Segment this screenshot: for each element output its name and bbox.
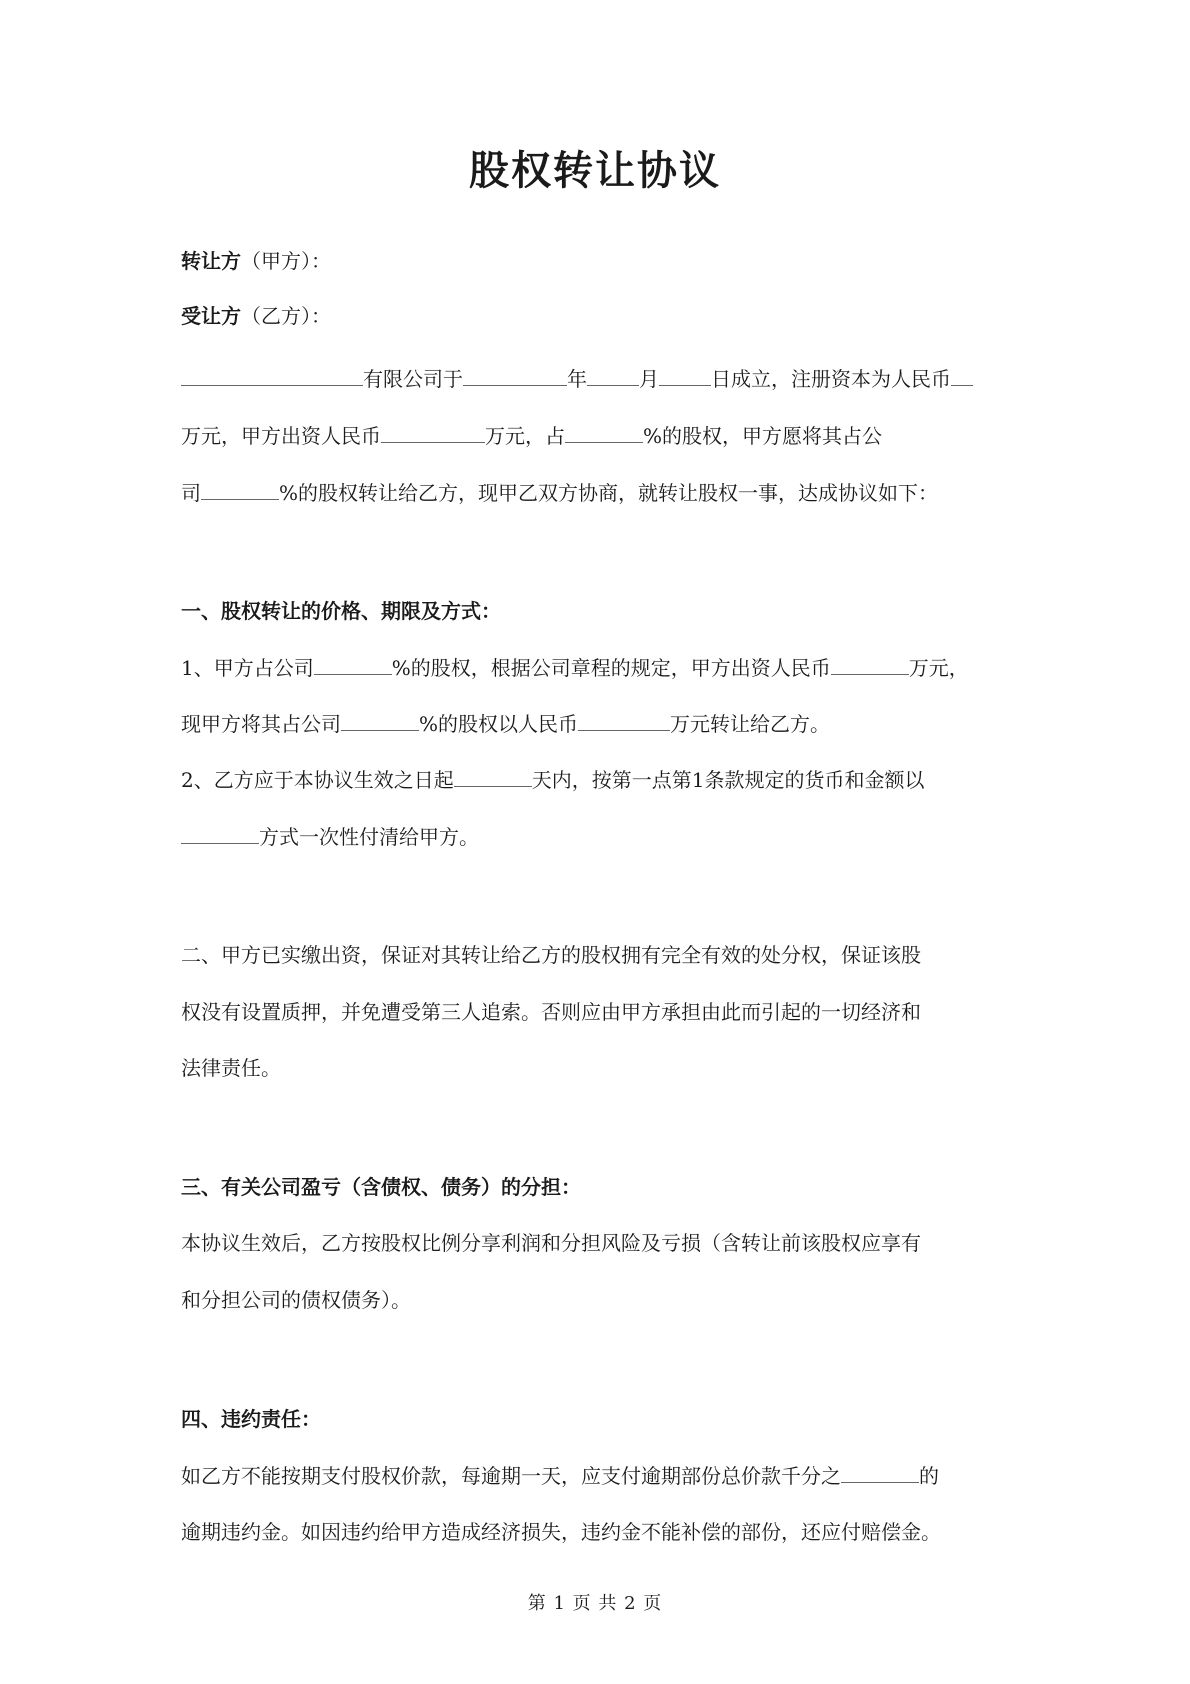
section-4-line-2: 逾期违约金。如因违约给甲方造成经济损失，违约金不能补偿的部份，还应付赔偿金。 <box>181 1520 941 1544</box>
day-blank[interactable] <box>659 364 711 386</box>
clause-text: %的股权以人民币 <box>419 712 579 736</box>
transferee-suffix: （乙方）： <box>241 304 331 328</box>
clause-1-price-blank[interactable] <box>578 709 670 731</box>
clause-text: %的股权，根据公司章程的规定，甲方出资人民币 <box>391 656 831 680</box>
registered-capital-blank[interactable] <box>951 364 973 386</box>
section-1-line-2 <box>181 709 830 738</box>
clause-1-capital-blank[interactable] <box>831 653 909 675</box>
intro-line-3 <box>181 478 938 507</box>
clause-text: 方式一次性付清给甲方。 <box>259 825 479 849</box>
section-1-line-1 <box>181 653 969 682</box>
clause-text: 现甲方将其占公司 <box>181 712 341 736</box>
intro-text: 有限公司于 <box>363 367 463 391</box>
section-2-line-2: 权没有设置质押，并免遭受第三人追索。否则应由甲方承担由此而引起的一切经济和 <box>181 1000 921 1024</box>
intro-text: 司 <box>181 481 201 505</box>
intro-text: 月 <box>639 367 659 391</box>
transferor-line <box>181 247 331 275</box>
clause-1-transfer-percent-blank[interactable] <box>341 709 419 731</box>
document-title: 股权转让协议 <box>469 147 721 194</box>
transferor-suffix: （甲方）： <box>241 249 331 273</box>
year-blank[interactable] <box>463 364 567 386</box>
penalty-rate-blank[interactable] <box>841 1461 919 1483</box>
intro-text: 年 <box>567 367 587 391</box>
section-2-line-3: 法律责任。 <box>181 1056 281 1080</box>
intro-line-1 <box>181 364 973 393</box>
intro-text: 万元，占 <box>485 424 565 448</box>
intro-text: %的股权，甲方愿将其占公 <box>643 424 883 448</box>
payment-days-blank[interactable] <box>454 765 532 787</box>
intro-text: 万元，甲方出资人民币 <box>181 424 381 448</box>
share-percent-blank[interactable] <box>565 421 643 443</box>
section-1-line-4 <box>181 822 479 851</box>
section-1-line-3 <box>181 765 924 794</box>
intro-text: 日成立，注册资本为人民币 <box>711 367 951 391</box>
clause-text: 的 <box>919 1464 939 1488</box>
section-4-heading: 四、违约责任： <box>181 1407 321 1431</box>
section-1-heading: 一、股权转让的价格、期限及方式： <box>181 599 501 623</box>
section-3-line-1: 本协议生效后，乙方按股权比例分享利润和分担风险及亏损（含转让前该股权应享有 <box>181 1231 921 1255</box>
payment-method-blank[interactable] <box>181 822 259 844</box>
transferor-label: 转让方 <box>181 249 241 273</box>
section-4-line-1 <box>181 1461 939 1490</box>
clause-text: 1、甲方占公司 <box>181 656 314 680</box>
transferee-line <box>181 302 331 330</box>
clause-text: 如乙方不能按期支付股权价款，每逾期一天，应支付逾期部份总价款千分之 <box>181 1464 841 1488</box>
clause-text: 万元， <box>908 656 969 680</box>
transfer-percent-blank[interactable] <box>201 478 279 500</box>
clause-1-percent-blank[interactable] <box>314 653 392 675</box>
section-3-line-2: 和分担公司的债权债务）。 <box>181 1288 411 1312</box>
intro-text: %的股权转让给乙方，现甲乙双方协商，就转让股权一事，达成协议如下： <box>279 481 939 505</box>
clause-text: 2、乙方应于本协议生效之日起 <box>181 768 454 792</box>
company-name-blank[interactable] <box>181 364 363 386</box>
capital-contribution-blank[interactable] <box>381 421 485 443</box>
clause-text: 天内，按第一点第1条款规定的货币和金额以 <box>531 768 925 792</box>
transferee-label: 受让方 <box>181 304 241 328</box>
section-3-heading: 三、有关公司盈亏（含债权、债务）的分担： <box>181 1175 581 1199</box>
month-blank[interactable] <box>587 364 639 386</box>
section-2-line-1: 二、甲方已实缴出资，保证对其转让给乙方的股权拥有完全有效的处分权，保证该股 <box>181 943 921 967</box>
clause-text: 万元转让给乙方。 <box>670 712 831 736</box>
page-number-footer: 第 1 页 共 2 页 <box>527 1593 663 1614</box>
intro-line-2 <box>181 421 882 450</box>
